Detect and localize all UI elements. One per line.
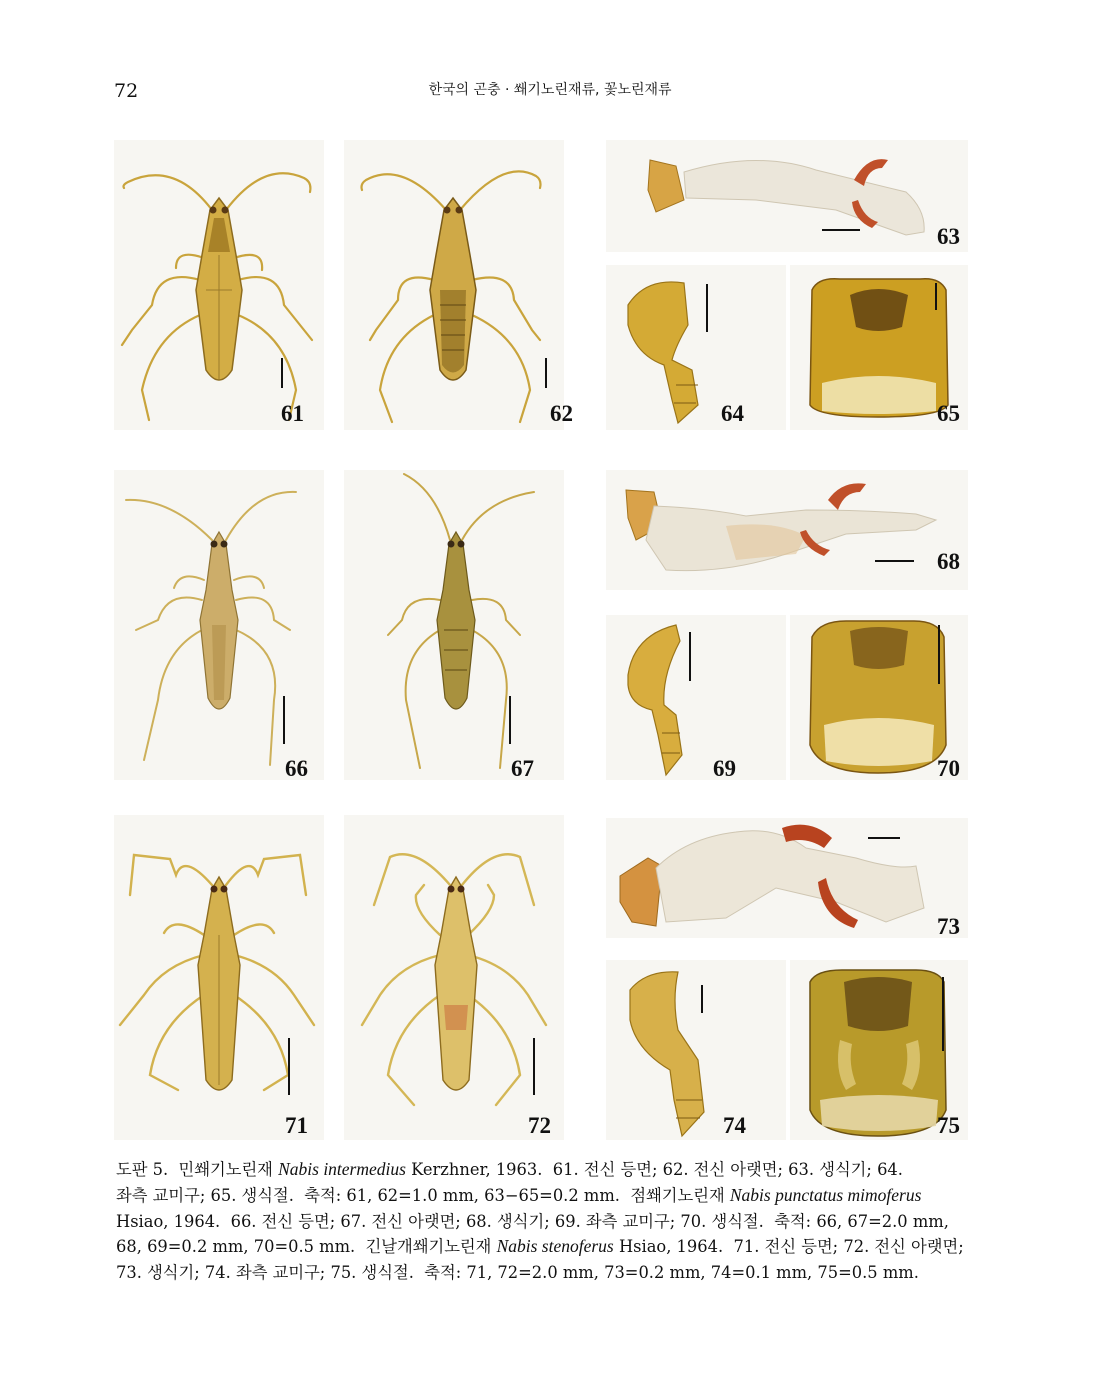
scale-bar-70 [938, 625, 940, 684]
caption-sp1-author: Kerzhner, 1963. [411, 1160, 543, 1179]
figure-71-dorsal-habitus [114, 815, 324, 1140]
scale-bar-64 [706, 284, 708, 332]
figure-label-66: 66 [285, 756, 308, 781]
figure-68-genitalia [606, 470, 968, 590]
figure-label-70: 70 [937, 756, 960, 781]
figure-label-64: 64 [721, 401, 744, 426]
page-number: 72 [114, 80, 139, 102]
figure-label-75: 75 [937, 1113, 960, 1138]
caption-sp1-figs-b: 좌측 교미구; 65. 생식절. [116, 1185, 294, 1205]
caption-sp2-figs: 66. 전신 등면; 67. 전신 아랫면; 68. 생식기; 69. 좌측 교미구; 70. 생식절. [230, 1211, 764, 1231]
running-title: 한국의 곤충 · 쐐기노린재류, 꽃노린재류 [428, 82, 672, 98]
scale-bar-74 [701, 985, 703, 1013]
caption-sp3-figs-b: 73. 생식기; 74. 좌측 교미구; 75. 생식절. [116, 1263, 414, 1283]
caption-sp1-scale: 축적: 61, 62=1.0 mm, 63−65=0.2 mm. [304, 1185, 620, 1205]
figure-label-61: 61 [281, 401, 304, 426]
scale-bar-68 [875, 560, 914, 562]
scale-bar-61 [281, 358, 283, 388]
figure-72-ventral-habitus [344, 815, 564, 1140]
caption-line-2 [116, 1183, 966, 1209]
figure-label-63: 63 [937, 224, 960, 249]
scale-bar-72 [533, 1038, 535, 1095]
caption-sp2-scale-a: 축적: 66, 67=2.0 mm, [774, 1211, 949, 1231]
figure-69-left-paramere [606, 615, 786, 780]
scale-bar-71 [288, 1038, 290, 1095]
caption-sp2-latin: Nabis punctatus mimoferus [729, 1184, 922, 1205]
scale-bar-69 [689, 632, 691, 681]
figure-label-74: 74 [723, 1113, 746, 1138]
plate-caption [116, 1157, 966, 1286]
scale-bar-75 [942, 977, 944, 1051]
caption-sp3-scale: 축적: 71, 72=2.0 mm, 73=0.2 mm, 74=0.1 mm, 75=0.5 mm. [424, 1263, 919, 1283]
figure-label-65: 65 [937, 401, 960, 426]
caption-plate-prefix: 도판 5. [116, 1160, 169, 1179]
figure-label-62: 62 [550, 401, 573, 426]
figure-label-72: 72 [528, 1113, 551, 1138]
caption-sp3-figs-a: 71. 전신 등면; 72. 전신 아랫면; [733, 1237, 964, 1257]
figure-62-ventral-habitus [344, 140, 564, 430]
caption-sp2-korean: 점쐐기노린재 [630, 1185, 725, 1205]
figure-label-69: 69 [713, 756, 736, 781]
scale-bar-66 [283, 696, 285, 744]
caption-sp2-scale-b: 68, 69=0.2 mm, 70=0.5 mm. [116, 1237, 356, 1257]
scale-bar-63 [822, 229, 860, 231]
scale-bar-73 [868, 837, 900, 839]
caption-sp1-korean: 민쐐기노린재 [178, 1160, 273, 1179]
scale-bar-65 [935, 283, 937, 310]
figure-66-dorsal-habitus [114, 470, 324, 780]
figure-64-left-paramere [606, 265, 786, 430]
figure-label-73: 73 [937, 914, 960, 939]
scale-bar-62 [545, 358, 547, 388]
caption-line-3 [116, 1209, 966, 1235]
figure-label-68: 68 [937, 549, 960, 574]
caption-sp3-korean: 긴날개쐐기노린재 [365, 1237, 492, 1257]
figure-63-genitalia [606, 140, 968, 252]
scale-bar-67 [509, 696, 511, 744]
caption-sp2-author: Hsiao, 1964. [116, 1211, 221, 1231]
figure-67-ventral-habitus [344, 470, 564, 780]
caption-sp3-latin: Nabis stenoferus [496, 1236, 614, 1257]
figure-label-71: 71 [285, 1113, 308, 1138]
caption-sp1-figs-a: 61. 전신 등면; 62. 전신 아랫면; 63. 생식기; 64. [552, 1160, 903, 1179]
caption-line-1 [116, 1157, 966, 1183]
caption-sp3-author: Hsiao, 1964. [618, 1237, 724, 1257]
caption-sp1-latin: Nabis intermedius [278, 1159, 406, 1179]
figure-74-left-paramere [606, 960, 786, 1140]
figure-73-genitalia [606, 818, 968, 938]
caption-line-4 [116, 1234, 966, 1260]
figure-61-dorsal-habitus [114, 140, 324, 430]
figure-label-67: 67 [511, 756, 534, 781]
caption-line-5 [116, 1260, 966, 1286]
